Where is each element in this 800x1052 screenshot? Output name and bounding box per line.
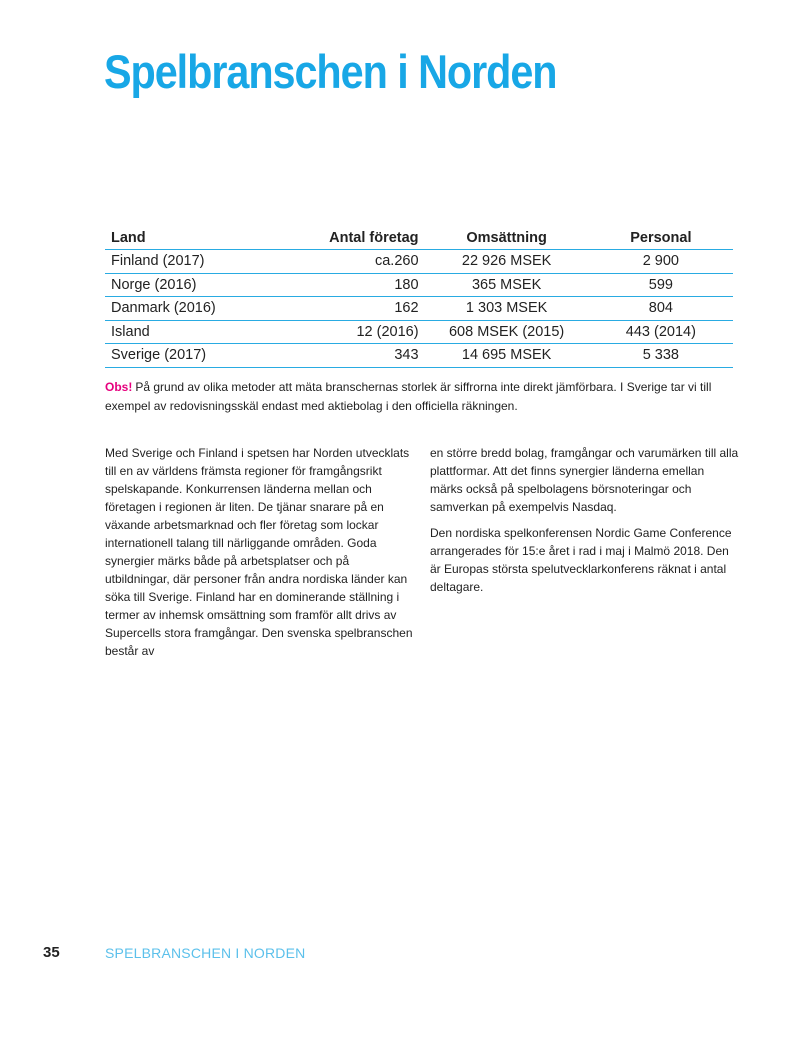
table-row [105, 250, 733, 274]
table-cell-omsattning: 22 926 MSEK [425, 250, 589, 274]
column-header-personal: Personal [589, 227, 733, 250]
table-cell-omsattning: 365 MSEK [425, 273, 589, 297]
table-cell-land: Island [105, 320, 294, 344]
table-note [105, 378, 737, 416]
table-cell-personal: 443 (2014) [589, 320, 733, 344]
note-label: Obs! [105, 380, 133, 394]
column-header-land: Land [105, 227, 294, 250]
table-cell-antal-foretag: 162 [294, 297, 424, 321]
table-cell-antal-foretag: ca.260 [294, 250, 424, 274]
body-paragraph: en större bredd bolag, framgångar och varumärken till alla plattformar. Att det finns synergier länderna emellan märks också på spelbolagens börsnoteringar och samverkan på exempelvis Nasdaq. [430, 446, 739, 514]
note-text: På grund av olika metoder att mäta branschernas storlek är siffrorna inte direkt jämförbara. I Sverige tar vi till exempel av redovisningsskäl endast med aktiebolag i den officiella räkningen. [105, 380, 712, 413]
table-row [105, 320, 733, 344]
column-header-omsattning: Omsättning [425, 227, 589, 250]
table-header-row [105, 227, 733, 250]
page-title: Spelbranschen i Norden [104, 45, 557, 98]
table-cell-land: Finland (2017) [105, 250, 294, 274]
table-cell-personal: 599 [589, 273, 733, 297]
page-number: 35 [43, 944, 60, 961]
table-row [105, 273, 733, 297]
table-cell-personal: 2 900 [589, 250, 733, 274]
table-cell-omsattning: 608 MSEK (2015) [425, 320, 589, 344]
table-cell-omsattning: 14 695 MSEK [425, 344, 589, 368]
nordic-industry-table [105, 227, 733, 368]
body-column-left [105, 444, 417, 668]
body-paragraph: Med Sverige och Finland i spetsen har Norden utvecklats till en av världens främsta regioner för framgångsrikt spelskapande. Konkurrensen länderna mellan och företagen i regionen är liten. De tjänar snarare på en växande arbetsmarknad och fler företag som lockar internationell talang till närliggande områden. Goda synergier märks både på arbetsplatser och på utbildningar, där personer från andra nordiska länder kan söka till Sverige. Finland har en dominerande ställning i termer av inhemsk omsättning som framför allt drivs av Supercells stora framgångar. Den svenska spelbranschen består av [105, 446, 413, 658]
running-footer-section: SPELBRANSCHEN I NORDEN [105, 945, 306, 961]
table-row [105, 344, 733, 368]
table-cell-omsattning: 1 303 MSEK [425, 297, 589, 321]
table-cell-personal: 5 338 [589, 344, 733, 368]
table-cell-personal: 804 [589, 297, 733, 321]
table-row [105, 297, 733, 321]
table-cell-land: Danmark (2016) [105, 297, 294, 321]
body-column-right [430, 444, 740, 604]
table-cell-land: Sverige (2017) [105, 344, 294, 368]
table-cell-antal-foretag: 12 (2016) [294, 320, 424, 344]
body-paragraph: Den nordiska spelkonferensen Nordic Game Conference arrangerades för 15:e året i rad i maj i Malmö 2018. Den är Europas största spelutvecklarkonferens räknat i antal deltagare. [430, 526, 732, 594]
table-cell-antal-foretag: 343 [294, 344, 424, 368]
column-header-antal-foretag: Antal företag [294, 227, 424, 250]
table-cell-land: Norge (2016) [105, 273, 294, 297]
table-cell-antal-foretag: 180 [294, 273, 424, 297]
